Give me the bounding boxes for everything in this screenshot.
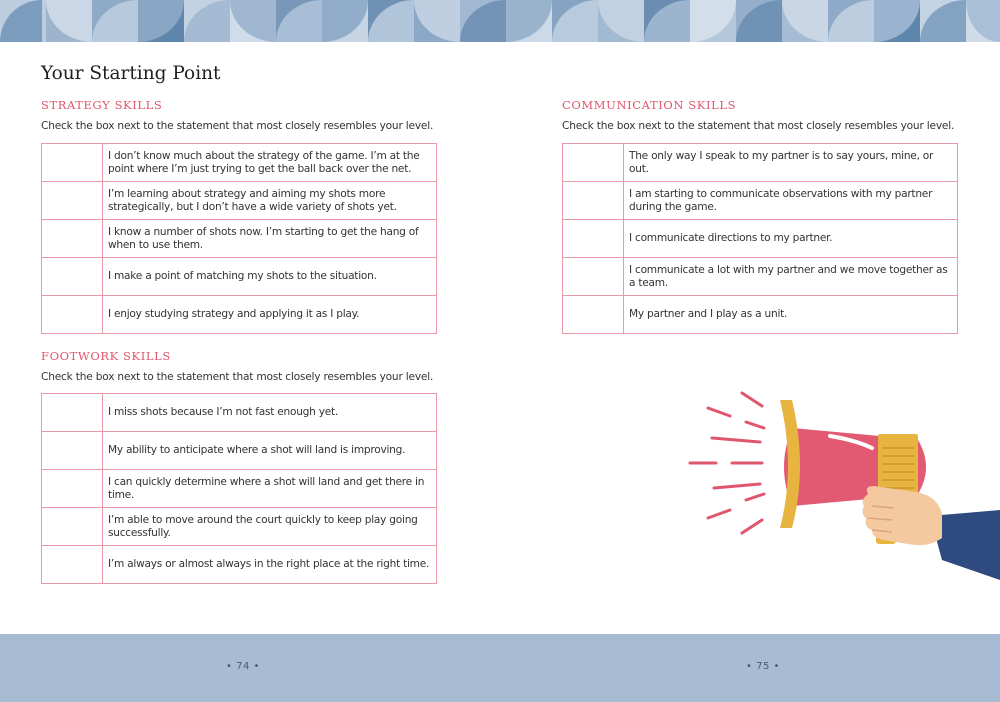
checkbox-cell[interactable] — [42, 508, 103, 546]
footwork-table — [41, 393, 437, 584]
table-row — [42, 394, 437, 432]
page-number-left: • 74 • — [226, 661, 260, 672]
footwork-heading: FOOTWORK SKILLS — [41, 349, 171, 363]
checkbox-cell[interactable] — [563, 182, 624, 220]
sound-waves-icon — [690, 393, 764, 533]
geometric-pattern-icon — [0, 0, 1000, 42]
table-row — [42, 144, 437, 182]
table-row — [563, 296, 958, 334]
statement-text: I communicate directions to my partner. — [624, 220, 958, 258]
table-row — [42, 220, 437, 258]
strategy-heading: STRATEGY SKILLS — [41, 98, 163, 112]
statement-text: The only way I speak to my partner is to say yours, mine, or out. — [624, 144, 958, 182]
strategy-instruction: Check the box next to the statement that most closely resembles your level. — [41, 120, 434, 132]
checkbox-cell[interactable] — [42, 182, 103, 220]
checkbox-cell[interactable] — [42, 144, 103, 182]
footwork-instruction: Check the box next to the statement that most closely resembles your level. — [41, 371, 434, 383]
page-title: Your Starting Point — [41, 63, 221, 84]
statement-text: I’m learning about strategy and aiming my shots more strategically, but I don’t have a wide variety of shots yet. — [103, 182, 437, 220]
table-row — [563, 220, 958, 258]
table-row — [42, 182, 437, 220]
megaphone-icon — [680, 388, 1000, 588]
checkbox-cell[interactable] — [42, 220, 103, 258]
statement-text: I can quickly determine where a shot will land and get there in time. — [103, 470, 437, 508]
page-number-right: • 75 • — [746, 661, 780, 672]
statement-text: I miss shots because I’m not fast enough yet. — [103, 394, 437, 432]
communication-heading: COMMUNICATION SKILLS — [562, 98, 737, 112]
communication-table — [562, 143, 958, 334]
statement-text: I communicate a lot with my partner and we move together as a team. — [624, 258, 958, 296]
checkbox-cell[interactable] — [563, 144, 624, 182]
checkbox-cell[interactable] — [563, 296, 624, 334]
table-row — [563, 144, 958, 182]
table-row — [42, 432, 437, 470]
table-row — [42, 296, 437, 334]
statement-text: My ability to anticipate where a shot will land is improving. — [103, 432, 437, 470]
checkbox-cell[interactable] — [42, 546, 103, 584]
statement-text: I’m always or almost always in the right place at the right time. — [103, 546, 437, 584]
checkbox-cell[interactable] — [563, 220, 624, 258]
checkbox-cell[interactable] — [42, 432, 103, 470]
decorative-header-band — [0, 0, 1000, 42]
statement-text: I know a number of shots now. I’m starting to get the hang of when to use them. — [103, 220, 437, 258]
table-row — [563, 258, 958, 296]
table-row — [42, 470, 437, 508]
statement-text: My partner and I play as a unit. — [624, 296, 958, 334]
checkbox-cell[interactable] — [563, 258, 624, 296]
checkbox-cell[interactable] — [42, 296, 103, 334]
statement-text: I make a point of matching my shots to the situation. — [103, 258, 437, 296]
checkbox-cell[interactable] — [42, 470, 103, 508]
checkbox-cell[interactable] — [42, 258, 103, 296]
statement-text: I am starting to communicate observations with my partner during the game. — [624, 182, 958, 220]
strategy-table — [41, 143, 437, 334]
communication-instruction: Check the box next to the statement that most closely resembles your level. — [562, 120, 955, 132]
table-row — [42, 508, 437, 546]
checkbox-cell[interactable] — [42, 394, 103, 432]
table-row — [42, 258, 437, 296]
statement-text: I don’t know much about the strategy of the game. I’m at the point where I’m just trying to get the ball back over the net. — [103, 144, 437, 182]
statement-text: I enjoy studying strategy and applying it as I play. — [103, 296, 437, 334]
table-row — [563, 182, 958, 220]
statement-text: I’m able to move around the court quickly to keep play going successfully. — [103, 508, 437, 546]
table-row — [42, 546, 437, 584]
footer-band — [0, 634, 1000, 702]
